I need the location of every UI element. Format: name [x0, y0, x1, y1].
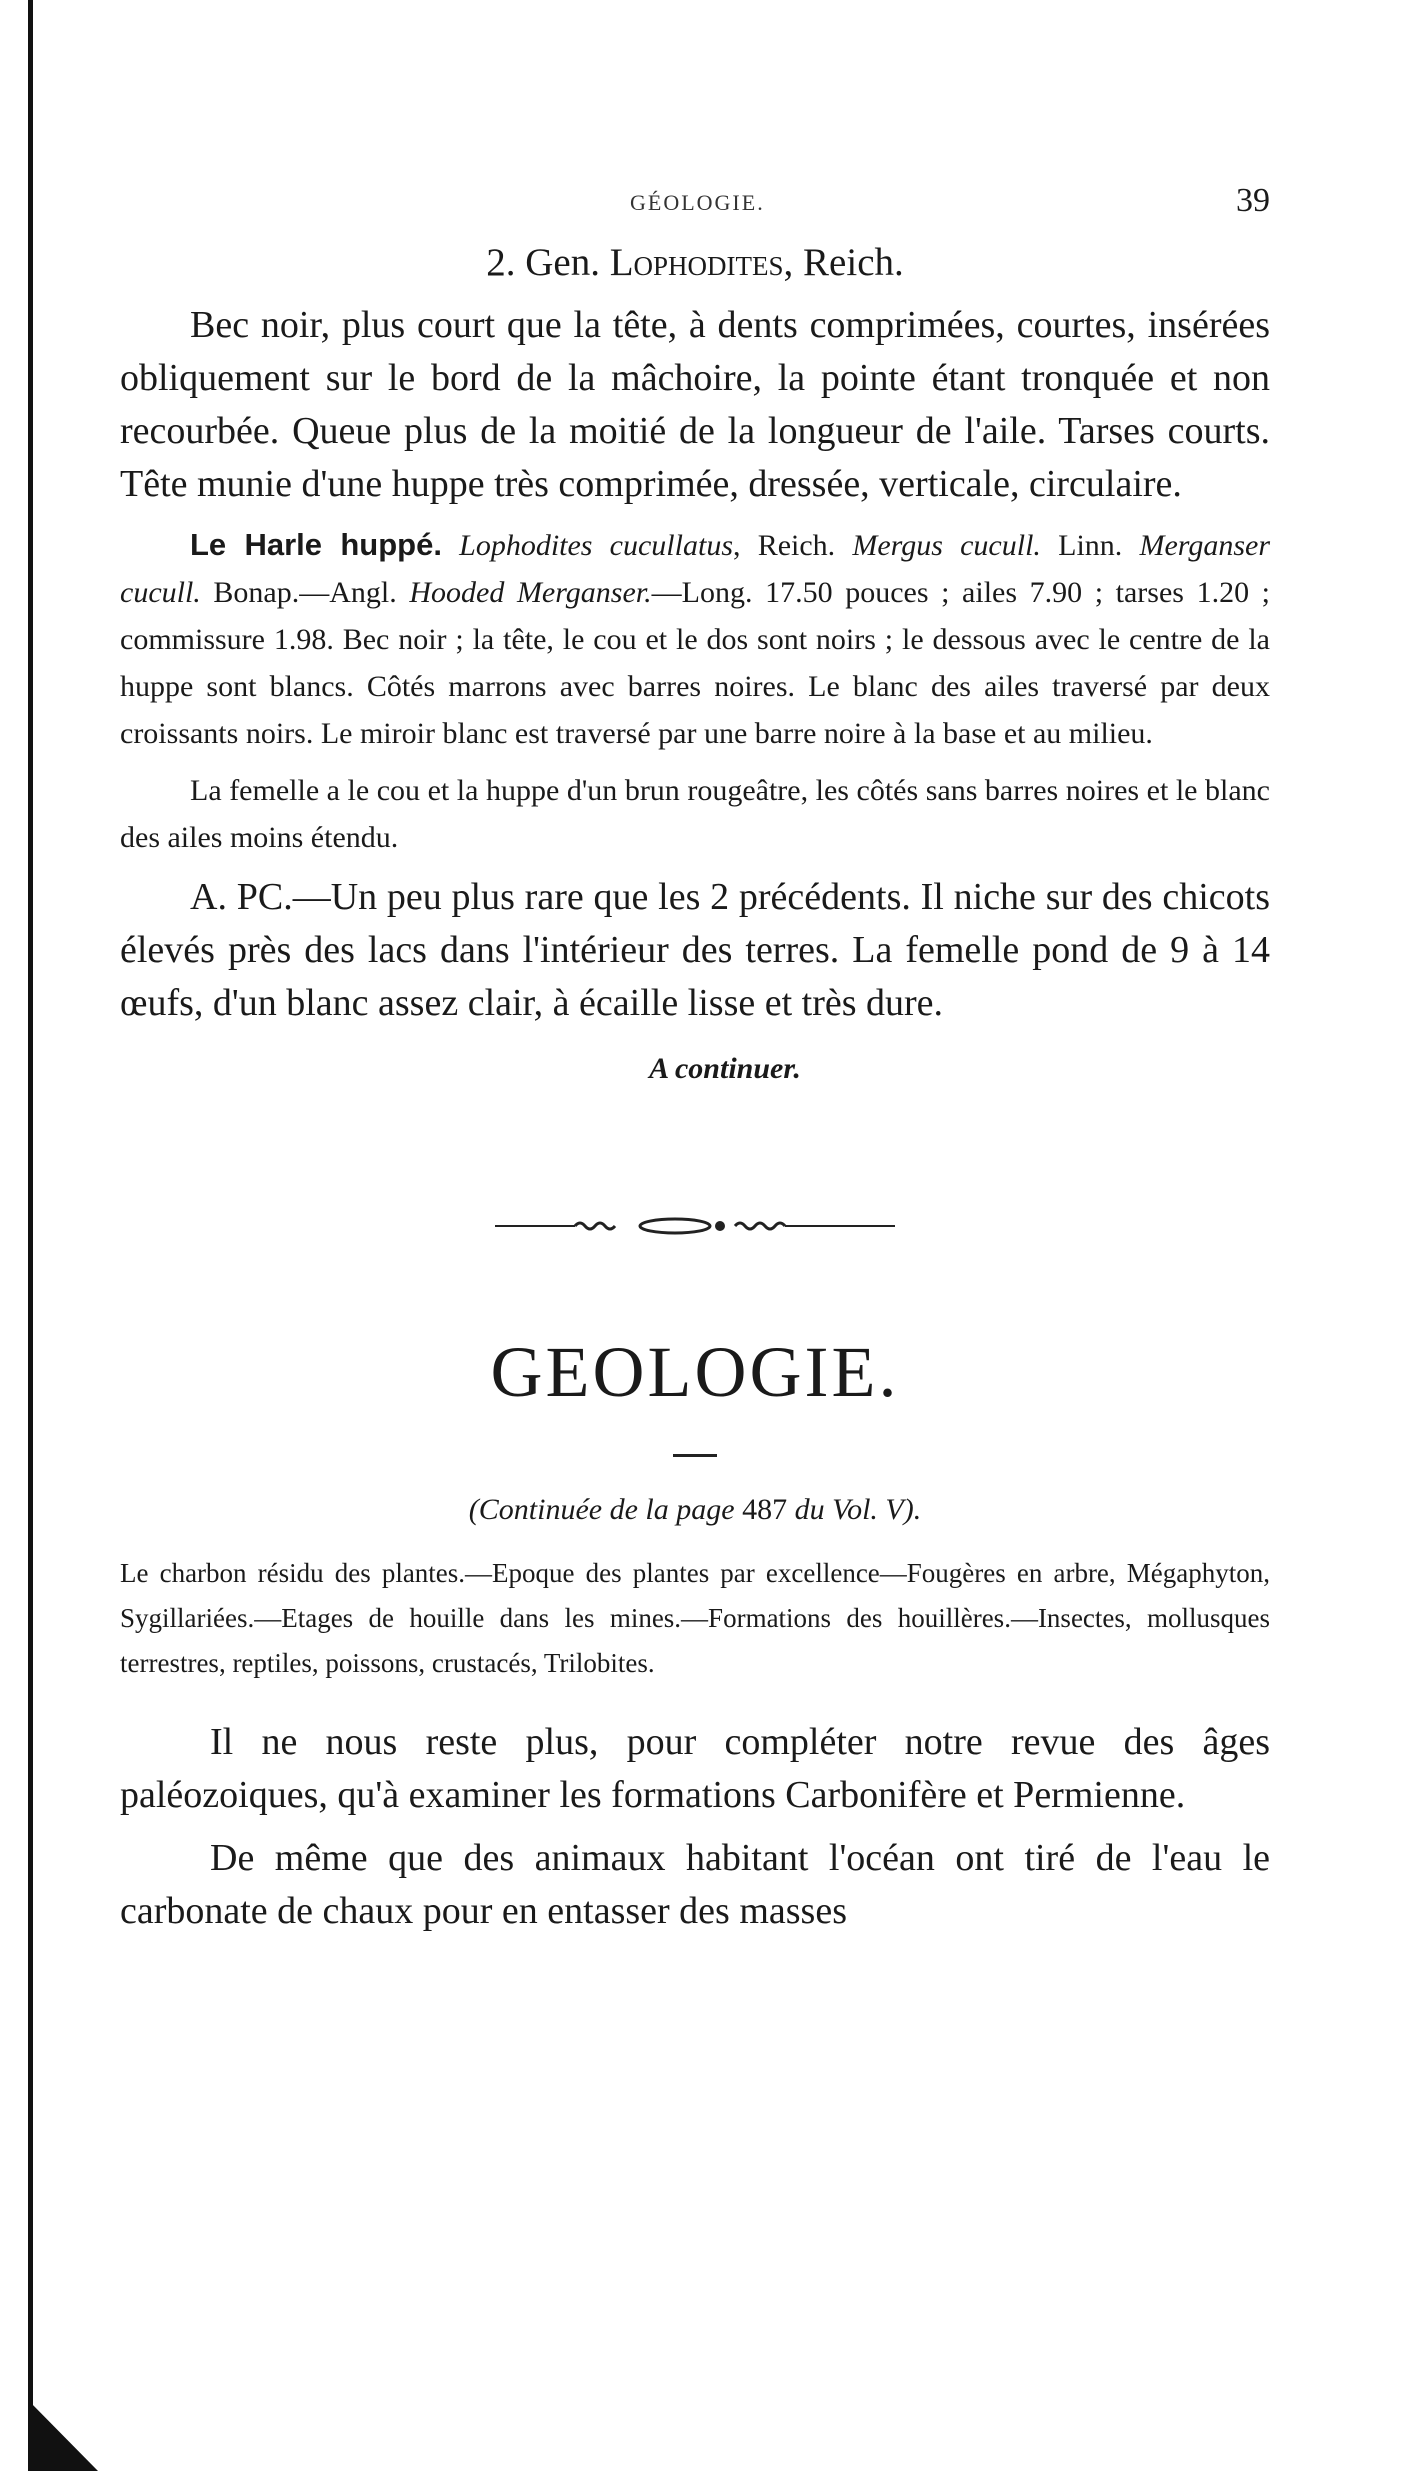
section-title: GEOLOGIE. — [490, 1332, 900, 1412]
species-ref-1: , Reich. — [733, 529, 853, 562]
running-head — [120, 170, 1270, 220]
species-latin-name: Lophodites cucullatus — [459, 529, 733, 562]
page-content — [120, 170, 1270, 1948]
genus-heading — [120, 240, 1270, 285]
body-paragraph-2: De même que des animaux habitant l'océan ont tiré de l'eau le carbonate de chaux pour en entasser des masses — [120, 1837, 1270, 1932]
body-paragraph-1: Il ne nous reste plus, pour compléter notre revue des âges paléozoiques, qu'à examiner les formations Carbonifère et Permienne. — [120, 1721, 1270, 1816]
genus-description: Bec noir, plus court que la tête, à dents comprimées, courtes, insérées obliquement sur le bord de la mâchoire, la pointe étant tronquée et non recourbée. Queue plus de la moitié de la longueur de l'aile. Tarses courts. Tête munie d'une huppe très comprimée, dressée, verticale, circulaire. — [120, 304, 1270, 505]
page-number: 39 — [1236, 182, 1270, 219]
title-dash — [673, 1454, 717, 1457]
female-description: La femelle a le cou et la huppe d'un brun rougeâtre, les côtés sans barres noires et le blanc des ailes moins étendu. — [120, 774, 1270, 854]
section-summary: Le charbon résidu des plantes.—Epoque des plantes par excellence—Fougères en arbre, Mégaphyton, Sygillariées.—Etages de houille dans les mines.—Formations des houillères.—Insectes, mollusques terrestres, reptiles, poissons, crustacés, Trilobites. — [120, 1558, 1270, 1678]
species-synonym-1: Mergus cucull. — [852, 529, 1041, 562]
habitat-paragraph: A. PC.—Un peu plus rare que les 2 précédents. Il niche sur des chicots élevés près des lacs dans l'intérieur des terres. La femelle pond de 9 à 14 œufs, d'un blanc assez clair, à écaille lisse et très dure. — [120, 876, 1270, 1024]
genus-author: , Reich. — [783, 241, 904, 284]
section-ornament — [120, 1216, 1270, 1236]
binding-corner — [28, 2400, 98, 2471]
species-ref-3: Bonap.—Angl. — [200, 576, 410, 609]
genus-name: Lophodites — [609, 241, 784, 284]
continued-from — [120, 1493, 1270, 1527]
species-ref-2: Linn. — [1040, 529, 1140, 562]
genus-prefix: 2. Gen. — [486, 241, 610, 284]
species-synonym-2: Merganser cucull. — [120, 529, 1271, 609]
binding-edge — [28, 0, 33, 2420]
to-be-continued: A continuer. — [649, 1052, 801, 1085]
species-common-name: Le Harle huppé. — [190, 527, 442, 562]
continued-prefix: (Continuée de la page — [468, 1493, 743, 1526]
running-head-title: GÉOLOGIE. — [630, 190, 765, 215]
continued-page: 487 — [742, 1493, 788, 1526]
species-entry — [120, 521, 1270, 757]
species-english-name: Hooded Merganser. — [409, 576, 652, 609]
ornament-rule-icon — [495, 1216, 895, 1236]
continued-suffix: du Vol. V). — [787, 1493, 922, 1526]
species-body: —Long. 17.50 pouces ; ailes 7.90 ; tarses 1.20 ; commissure 1.98. Bec noir ; la tête, le cou et le dos sont noirs ; le dessous avec le centre de la huppe sont blancs. Côtés marrons avec barres noires. Le blanc des ailes traversé par deux croissants noirs. Le miroir blanc est traversé par une barre noire à la base et au milieu. — [120, 576, 1271, 750]
